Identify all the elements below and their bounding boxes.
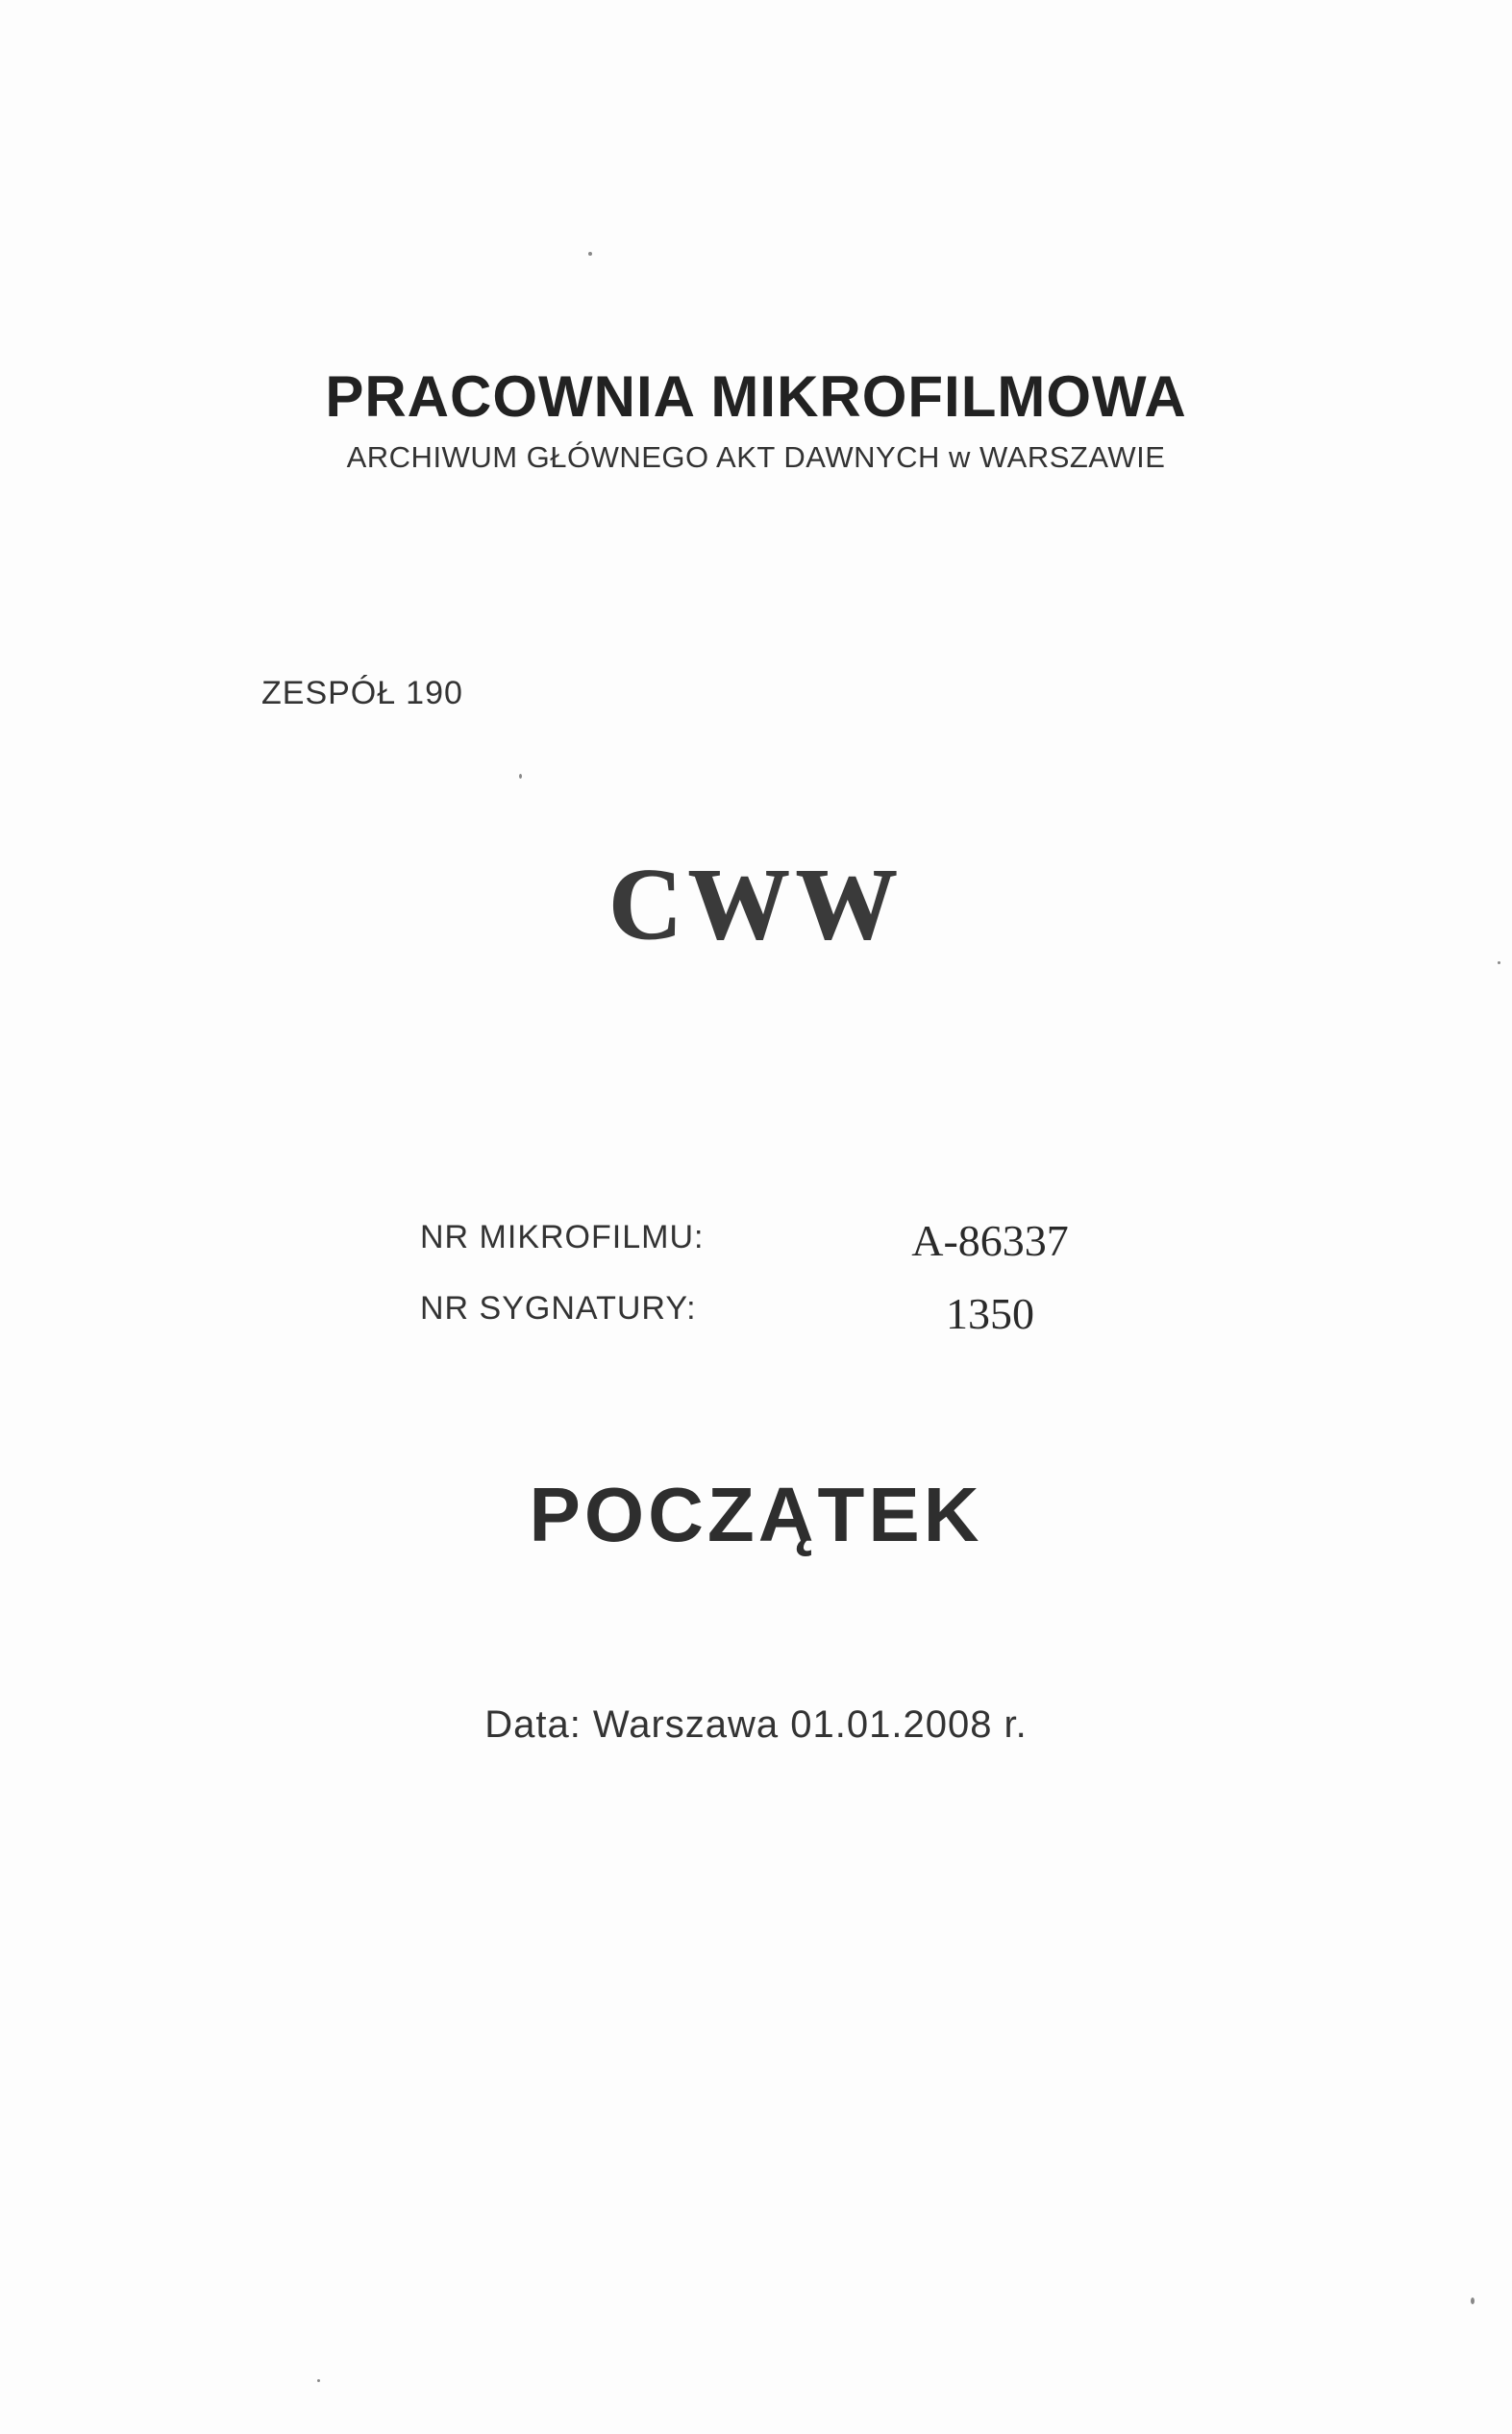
scan-speck <box>317 2379 320 2382</box>
scan-speck <box>519 774 522 779</box>
scan-speck <box>1471 2297 1475 2304</box>
date-line: Data: Warszawa 01.01.2008 r. <box>484 1703 1028 1746</box>
signature-number-value: 1350 <box>946 1289 1034 1338</box>
signature-number-label: NR SYGNATURY: <box>420 1290 697 1327</box>
scan-speck <box>1498 961 1500 964</box>
fonds-number: 190 <box>406 675 463 711</box>
archive-subtitle: ARCHIWUM GŁÓWNEGO AKT DAWNYCH w WARSZAWIE <box>346 440 1166 474</box>
start-marker: POCZĄTEK <box>529 1472 983 1557</box>
scan-speck <box>588 252 592 256</box>
collection-name: CWW <box>608 848 904 960</box>
fonds-label: ZESPÓŁ <box>261 675 397 711</box>
fonds-line <box>261 675 463 712</box>
microfilm-number-label: NR MIKROFILMU: <box>420 1219 705 1255</box>
microfilm-number-value: A-86337 <box>911 1216 1069 1265</box>
page-title: PRACOWNIA MIKROFILMOWA <box>325 364 1187 429</box>
